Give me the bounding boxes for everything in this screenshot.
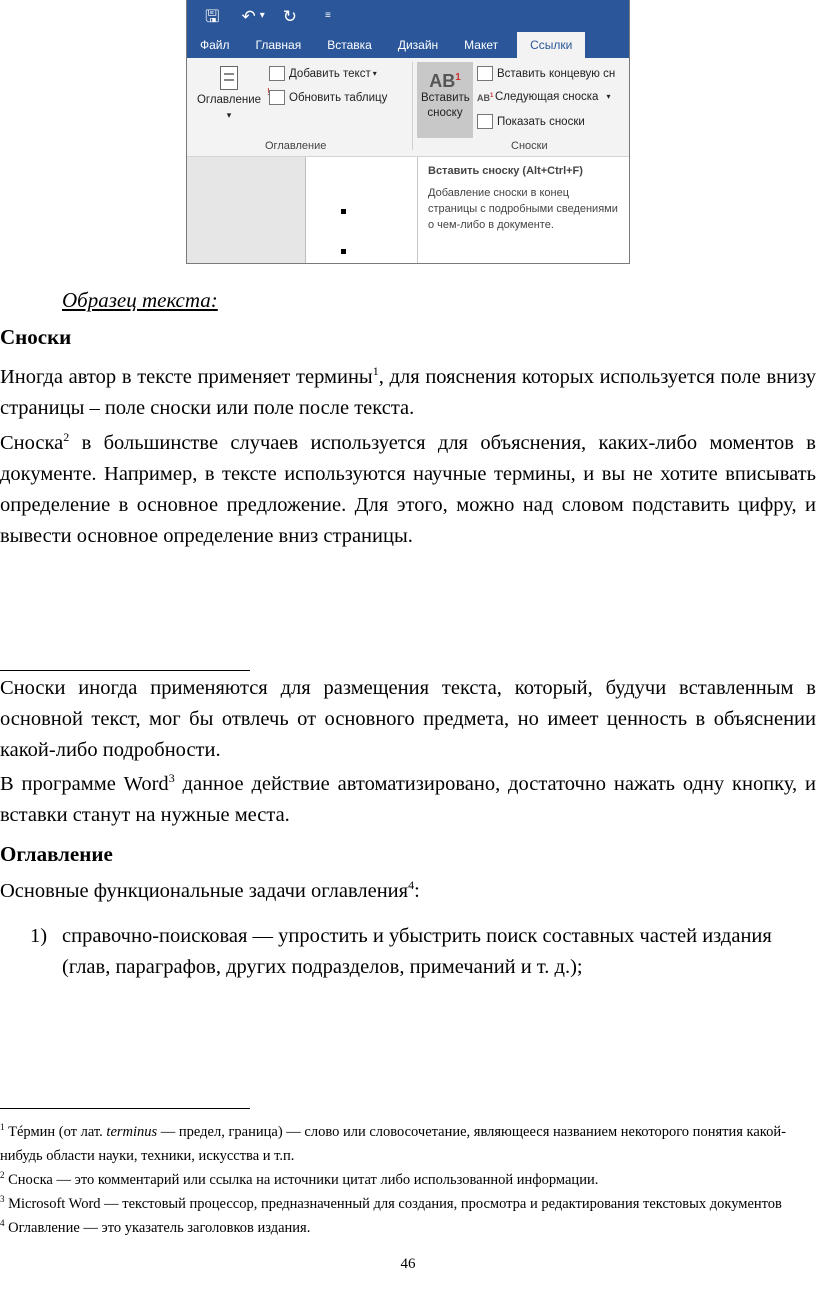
paragraph-4-text-a: В программе Word bbox=[0, 773, 169, 795]
tab-references[interactable]: Ссылки bbox=[517, 32, 585, 58]
document-preview-area bbox=[187, 157, 629, 264]
footnotes-area bbox=[0, 1120, 800, 1240]
tab-file[interactable]: Файл bbox=[200, 38, 230, 52]
tab-design[interactable]: Дизайн bbox=[397, 38, 439, 52]
tab-layout[interactable]: Макет bbox=[464, 38, 499, 52]
chevron-down-icon[interactable]: ▾ bbox=[259, 10, 265, 21]
sample-text-label: Образец текста: bbox=[62, 288, 218, 312]
paragraph-1-text-a: Иногда автор в тексте применяет термины bbox=[0, 366, 373, 388]
footnote-number: 2 bbox=[0, 1170, 5, 1181]
ribbon-tabs bbox=[187, 32, 629, 58]
footnote-number: 4 bbox=[0, 1218, 5, 1229]
tooltip-title: Вставить сноску (Alt+Ctrl+F) bbox=[428, 165, 583, 177]
show-notes-button[interactable] bbox=[477, 114, 585, 129]
toc-button-label: Оглавление bbox=[196, 94, 262, 106]
paragraph-3: Сноски иногда применяются для размещения текста, который, будучи вставленным в основной текст, мог бы отвлечь от основного предмета, но имеет ценность в объяснении какой-либо подробности. bbox=[0, 677, 816, 761]
redo-icon[interactable]: ↻ bbox=[282, 6, 298, 26]
footnote-ref-3: 3 bbox=[168, 771, 175, 786]
insert-footnote-button[interactable] bbox=[417, 62, 473, 138]
footnote-2-text: Сноска — это комментарий или ссылка на источники цитат либо использованной информации. bbox=[8, 1172, 599, 1188]
chevron-down-icon: ▾ bbox=[226, 110, 232, 120]
update-table-icon: ! bbox=[269, 90, 285, 105]
group-label-footnotes: Сноски bbox=[511, 140, 548, 152]
tab-insert[interactable]: Вставка bbox=[327, 38, 372, 52]
update-table-button[interactable] bbox=[267, 87, 388, 105]
footnote-2 bbox=[0, 1168, 800, 1192]
paragraph-2-text-b: в большинстве случаев используется для объяснения, каких-либо моментов в документе. Например, в тексте используются научные термины, и вы не хотите вписывать определение в основное предложение. Для этого, можно над словом подставить цифру, и вывести основное определение вниз страницы. bbox=[0, 432, 816, 547]
chevron-down-icon[interactable]: ▾ bbox=[606, 92, 611, 101]
page-edge bbox=[305, 157, 306, 264]
footnote-1 bbox=[0, 1120, 800, 1168]
paragraph-4 bbox=[0, 769, 816, 831]
next-footnote-label: Следующая сноска bbox=[495, 90, 599, 103]
footnote-1-latin-term: terminus bbox=[106, 1124, 158, 1140]
tab-home[interactable]: Главная bbox=[255, 38, 302, 52]
footnote-ref-1: 1 bbox=[372, 364, 379, 379]
list-item bbox=[30, 921, 816, 983]
paragraph-1-text-b: , для пояснения которых используется поле внизу страницы – поле сноски или поле после текста. bbox=[0, 366, 816, 419]
update-table-label: Обновить таблицу bbox=[289, 91, 388, 104]
quick-access-toolbar bbox=[187, 0, 629, 32]
footnote-ref-2: 2 bbox=[63, 430, 70, 445]
paragraph-2 bbox=[0, 428, 816, 552]
paragraph-4-text-b: данное действие автоматизировано, достаточно нажать одну кнопку, и вставки станут на нужные места. bbox=[0, 773, 816, 826]
undo-icon[interactable]: ↶ bbox=[241, 6, 256, 26]
add-text-icon bbox=[269, 66, 285, 81]
heading-toc: Оглавление bbox=[0, 842, 113, 866]
add-text-label: Добавить текст bbox=[289, 67, 371, 80]
paragraph-2-text-a: Сноска bbox=[0, 432, 64, 454]
heading-footnotes: Сноски bbox=[0, 325, 72, 349]
divider-line bbox=[0, 670, 250, 671]
table-of-contents-icon bbox=[220, 66, 238, 90]
footnote-ref-4: 4 bbox=[408, 878, 415, 893]
footnote-3 bbox=[0, 1192, 800, 1216]
footnote-number: 3 bbox=[0, 1194, 5, 1205]
footnote-1-text-b: — предел, граница) — слово или словосочетание, являющееся названием некоторого понятия какой-нибудь области науки, техники, искусства и т.п. bbox=[0, 1124, 786, 1164]
paragraph-1 bbox=[0, 362, 816, 424]
page-number: 46 bbox=[400, 1256, 416, 1272]
bullet-mark bbox=[341, 209, 346, 214]
footnote-separator bbox=[0, 1108, 250, 1109]
ribbon-panel bbox=[187, 58, 629, 157]
insert-endnote-label: Вставить концевую сн bbox=[497, 67, 616, 80]
paragraph-5 bbox=[0, 876, 816, 907]
list-number: 1) bbox=[30, 925, 48, 947]
paragraph-5-text-b: : bbox=[414, 880, 420, 902]
insert-endnote-button[interactable] bbox=[477, 66, 615, 81]
group-divider bbox=[412, 62, 413, 150]
list-item-text: справочно-поисковая — упростить и убыстрить поиск составных частей издания (глав, параграфов, других подразделов, примечаний и т. д.); bbox=[62, 925, 772, 978]
insert-footnote-tooltip bbox=[417, 157, 630, 264]
insert-footnote-label: Вставить сноску bbox=[421, 92, 470, 119]
footnote-number: 1 bbox=[0, 1122, 5, 1133]
document-margin-area bbox=[187, 157, 305, 264]
next-footnote-button[interactable] bbox=[477, 90, 610, 103]
footnote-3-text: Microsoft Word — текстовый процессор, предназначенный для создания, просмотра и редактирования текстовых документов bbox=[8, 1196, 782, 1212]
bullet-mark bbox=[341, 249, 346, 254]
add-text-button[interactable] bbox=[269, 66, 377, 81]
tooltip-body: Добавление сноски в конец страницы с подробными сведениями о чем-либо в документе. bbox=[428, 187, 618, 231]
next-footnote-icon: $AB^1$ bbox=[477, 93, 494, 103]
save-icon[interactable]: 🖫 bbox=[205, 6, 220, 26]
word-ribbon-screenshot bbox=[186, 0, 630, 264]
show-notes-label: Показать сноски bbox=[497, 115, 585, 128]
insert-footnote-icon: $AB^1$ bbox=[429, 71, 461, 91]
show-notes-icon bbox=[477, 114, 493, 129]
group-label-toc: Оглавление bbox=[265, 140, 327, 152]
paragraph-5-text-a: Основные функциональные задачи оглавления bbox=[0, 880, 409, 902]
footnote-4 bbox=[0, 1216, 800, 1240]
chevron-down-icon: ▾ bbox=[372, 69, 377, 78]
toc-button[interactable] bbox=[191, 66, 267, 123]
customize-toolbar-icon[interactable]: ≡ bbox=[325, 10, 331, 21]
footnote-4-text: Оглавление — это указатель заголовков издания. bbox=[8, 1220, 311, 1236]
footnote-1-text-a: Тéрмин (от лат. bbox=[8, 1124, 107, 1140]
insert-endnote-icon bbox=[477, 66, 493, 81]
